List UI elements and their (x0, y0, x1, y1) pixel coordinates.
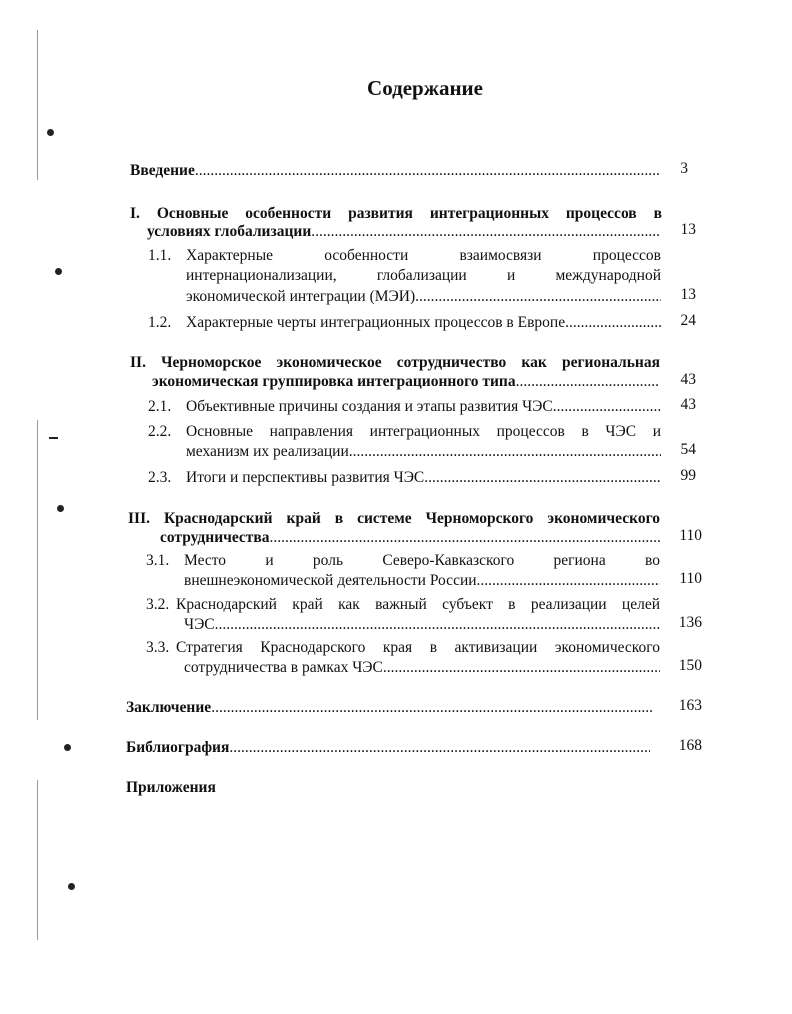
toc-entry-label: Библиография (126, 739, 230, 756)
dot-leader (270, 527, 660, 548)
toc-entry-label: Объективные причины создания и этапы развития ЧЭС (186, 398, 553, 415)
dot-leader (311, 221, 660, 242)
toc-entry-label: механизм их реализации (186, 443, 349, 460)
toc-section-3-3 (176, 637, 660, 658)
toc-section-2-3-num: 2.3. (148, 469, 172, 486)
toc-page-number: 13 (680, 221, 696, 238)
toc-page-number: 3 (680, 160, 688, 177)
toc-section-1-1 (186, 245, 661, 266)
toc-entry-label: ЧЭС (184, 616, 215, 633)
toc-section-3-1 (184, 550, 660, 571)
toc-page-number: 110 (679, 527, 702, 544)
toc-page-number: 150 (678, 657, 702, 674)
toc-entry-label: Стратегия Краснодарского края в активизации экономического (176, 639, 660, 656)
toc-page-number: 43 (680, 396, 696, 413)
toc-entry-intro (130, 160, 660, 181)
dot-leader (211, 697, 654, 718)
dot-leader (415, 286, 661, 307)
toc-page-number: 54 (680, 441, 696, 458)
toc-chapter-2 (130, 352, 660, 373)
toc-chapter-1-cont (147, 221, 660, 242)
toc-section-2-2 (186, 421, 661, 442)
toc-section-1-2-num: 1.2. (148, 314, 172, 331)
toc-entry-label: I. Основные особенности развития интеграционных процессов в (130, 205, 662, 222)
toc-entry-label: условиях глобализации (147, 223, 312, 240)
toc-entry-label: Характерные черты интеграционных процессов в Европе (186, 314, 566, 331)
toc-section-3-2-num: 3.2. (146, 596, 170, 613)
toc-section-3-2-cont (184, 614, 660, 635)
toc-entry-label: Место и роль Северо-Кавказского региона во (184, 552, 660, 569)
toc-entry-label: внешнеэкономической деятельности России (184, 572, 477, 589)
dot-leader (195, 160, 660, 181)
toc-entry-label: Характерные особенности взаимосвязи процессов (186, 247, 661, 264)
toc-entry-label: интернационализации, глобализации и международной (186, 267, 661, 284)
toc-section-2-1 (186, 396, 661, 417)
toc-page-number: 136 (678, 614, 702, 631)
toc-page-number: 163 (678, 697, 702, 714)
toc-section-3-1-num: 3.1. (146, 552, 170, 569)
toc-section-1-1-num: 1.1. (148, 247, 172, 264)
toc-chapter-3 (128, 508, 660, 529)
toc-entry-label: Основные направления интеграционных процессов в ЧЭС и (186, 423, 661, 440)
toc-section-1-1-cont (186, 265, 661, 286)
toc-entry-bibliography (126, 737, 650, 758)
dot-leader (349, 441, 661, 462)
toc-page-number: 110 (679, 570, 702, 587)
toc-chapter-2-cont (152, 371, 660, 392)
toc-entry-appendices: Приложения (126, 779, 216, 796)
toc-entry-label: экономической интеграции (МЭИ) (186, 288, 416, 305)
dot-leader (383, 657, 660, 678)
toc-entry-conclusion (126, 697, 654, 718)
toc-section-3-1-cont (184, 570, 660, 591)
toc-entry-label: III. Краснодарский край в системе Черноморского экономического (128, 510, 660, 527)
toc-entry-label: экономическая группировка интеграционного типа (152, 373, 516, 390)
toc-entry-label: Заключение (126, 699, 212, 716)
toc-page-number: 24 (680, 312, 696, 329)
toc-entry-label: Введение (130, 162, 195, 179)
toc-entry-label: Краснодарский край как важный субъект в реализации целей (176, 596, 660, 613)
toc-section-2-1-num: 2.1. (148, 398, 172, 415)
toc-entry-label: Итоги и перспективы развития ЧЭС (186, 469, 425, 486)
toc-page-number: 168 (678, 737, 702, 754)
toc-section-2-3 (186, 467, 661, 488)
toc-section-1-1-cont (186, 286, 661, 307)
page-title: Содержание (367, 76, 483, 100)
toc-section-2-2-num: 2.2. (148, 423, 172, 440)
toc-entry-label: II. Черноморское экономическое сотрудничество как региональная (130, 354, 660, 371)
toc-entry-label: сотрудничества (160, 529, 270, 546)
dot-leader (229, 737, 650, 758)
dot-leader (553, 396, 661, 417)
dot-leader (516, 371, 660, 392)
dot-leader (477, 570, 660, 591)
toc-section-2-2-cont (186, 441, 661, 462)
toc-page-number: 99 (680, 467, 696, 484)
toc-section-3-2 (176, 594, 660, 615)
toc-section-3-3-num: 3.3. (146, 639, 170, 656)
dot-leader (215, 614, 660, 635)
toc-entry-label: сотрудничества в рамках ЧЭС (184, 659, 383, 676)
toc-chapter-3-cont (160, 527, 660, 548)
dot-leader (565, 312, 661, 333)
toc-section-3-3-cont (184, 657, 660, 678)
dot-leader (424, 467, 661, 488)
toc-page-number: 13 (680, 286, 696, 303)
toc-page-number: 43 (680, 371, 696, 388)
toc-section-1-2 (186, 312, 661, 333)
